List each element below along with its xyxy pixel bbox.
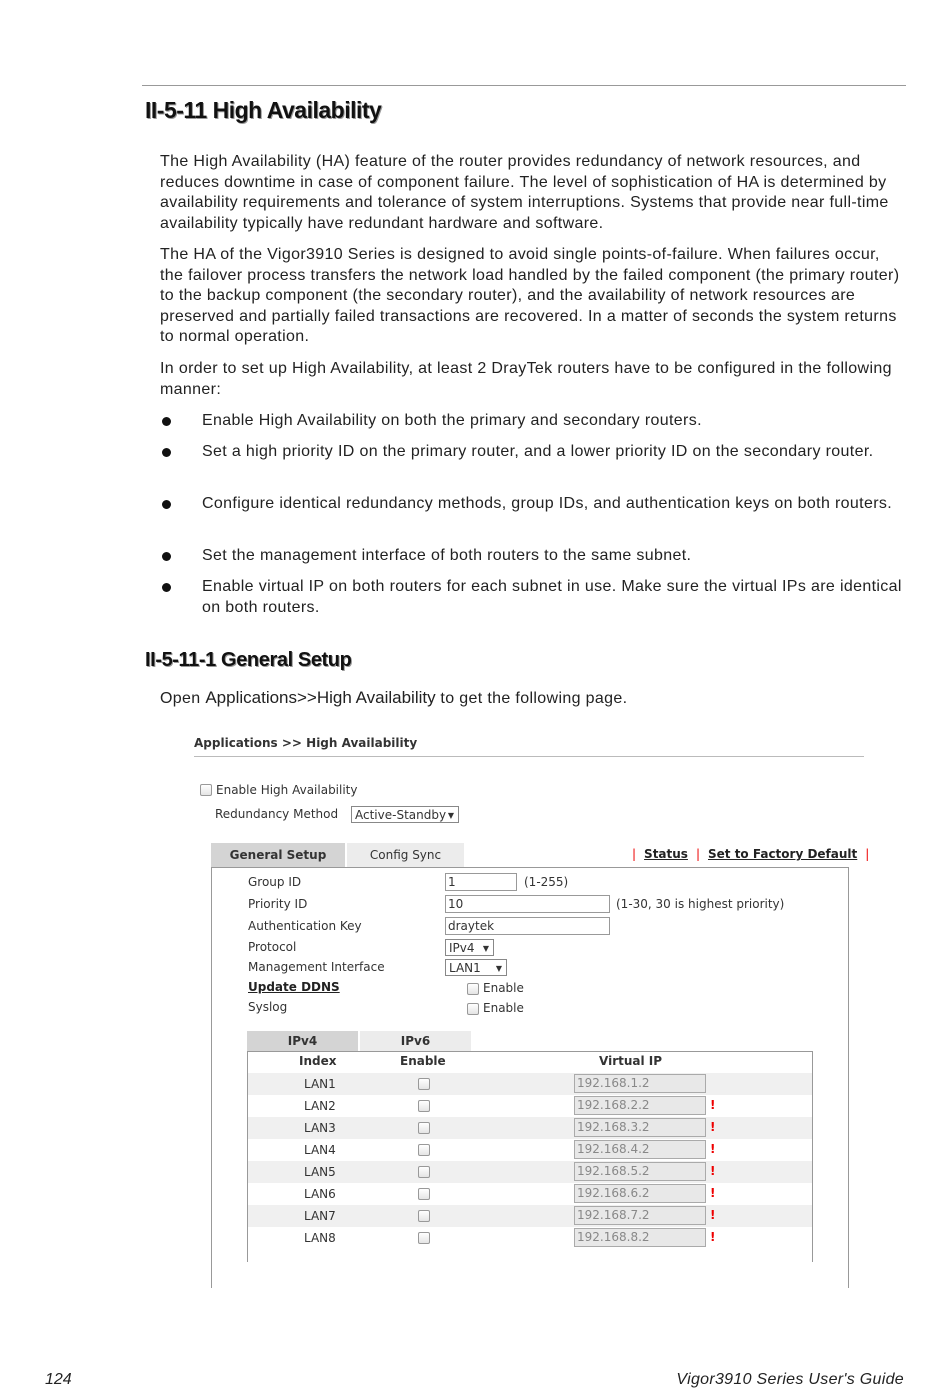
status-link[interactable]: Status xyxy=(644,847,688,861)
row-index: LAN4 xyxy=(304,1143,336,1157)
virtual-ip-input[interactable]: 192.168.8.2 xyxy=(574,1228,706,1247)
row-enable-checkbox[interactable] xyxy=(418,1100,430,1112)
column-header-enable: Enable xyxy=(400,1054,446,1068)
table-row xyxy=(248,1073,812,1095)
mgmt-interface-select[interactable] xyxy=(445,959,507,976)
warning-icon: ! xyxy=(710,1142,716,1156)
paragraph: In order to set up High Availability, at least 2 DrayTek routers have to be configured in the following manner: xyxy=(160,360,892,398)
menu-path: Applications>>High Availability xyxy=(205,688,436,707)
virtual-ip-input[interactable]: 192.168.1.2 xyxy=(574,1074,706,1093)
protocol-value: IPv4 xyxy=(449,941,475,955)
top-links xyxy=(624,847,877,861)
tab-ipv4[interactable]: IPv4 xyxy=(247,1031,358,1051)
priority-id-input[interactable]: 10 xyxy=(445,895,610,913)
table-row xyxy=(248,1117,812,1139)
list-item-text: Enable High Availability on both the primary and secondary routers. xyxy=(202,412,702,429)
priority-id-note: (1-30, 30 is highest priority) xyxy=(616,897,785,911)
row-index: LAN5 xyxy=(304,1165,336,1179)
row-enable-checkbox[interactable] xyxy=(418,1210,430,1222)
breadcrumb: Applications >> High Availability xyxy=(194,736,418,750)
virtual-ip-input[interactable]: 192.168.5.2 xyxy=(574,1162,706,1181)
instruction-prefix: Open xyxy=(160,690,206,707)
row-enable-checkbox[interactable] xyxy=(418,1166,430,1178)
ha-config-screenshot xyxy=(192,730,870,1257)
header-rule xyxy=(142,85,906,86)
syslog-enable-checkbox[interactable] xyxy=(467,1003,479,1015)
protocol-label: Protocol xyxy=(248,940,297,954)
row-enable-checkbox[interactable] xyxy=(418,1122,430,1134)
row-enable-checkbox[interactable] xyxy=(418,1078,430,1090)
virtual-ip-table xyxy=(247,1051,813,1262)
warning-icon: ! xyxy=(710,1164,716,1178)
bullet-icon xyxy=(162,583,171,592)
table-row xyxy=(248,1227,812,1249)
instruction-suffix: to get the following page. xyxy=(435,690,628,707)
instruction-line xyxy=(160,688,627,708)
table-row xyxy=(248,1205,812,1227)
syslog-enable-label: Enable xyxy=(483,1001,524,1015)
warning-icon: ! xyxy=(710,1120,716,1134)
priority-id-label: Priority ID xyxy=(248,897,308,911)
list-item-text: Configure identical redundancy methods, group IDs, and authentication keys on both routers. xyxy=(202,495,893,512)
redundancy-method-label: Redundancy Method xyxy=(215,807,339,821)
warning-icon: ! xyxy=(710,1098,716,1112)
paragraph: The HA of the Vigor3910 Series is designed to avoid single points-of-failure. When failures occur, the failover process transfers the network load handled by the failed component (the primary router) to the backup component (the secondary router), and the availability of network resources are preserved and partially failed transactions are recovered. In a matter of seconds the system returns to normal operation. xyxy=(160,246,900,345)
row-enable-checkbox[interactable] xyxy=(418,1144,430,1156)
section-title: II-5-11 High Availability xyxy=(145,97,382,123)
warning-icon: ! xyxy=(710,1230,716,1244)
paragraph: The High Availability (HA) feature of the router provides redundancy of network resources, and reduces downtime in case of component failure. The level of sophistication of HA is determined by availability requirements and tolerance of system interruptions. Systems that provide near full-time availability typically have redundant hardware and software. xyxy=(160,153,889,232)
tab-general-setup[interactable]: General Setup xyxy=(211,843,345,867)
row-index: LAN3 xyxy=(304,1121,336,1135)
tab-config-sync[interactable]: Config Sync xyxy=(347,843,464,867)
warning-icon: ! xyxy=(710,1208,716,1222)
bullet-icon xyxy=(162,500,171,509)
factory-default-link[interactable]: Set to Factory Default xyxy=(708,847,858,861)
list-item-text: Set a high priority ID on the primary router, and a lower priority ID on the secondary router. xyxy=(202,443,874,460)
warning-icon: ! xyxy=(710,1186,716,1200)
table-row xyxy=(248,1161,812,1183)
table-row xyxy=(248,1139,812,1161)
syslog-label: Syslog xyxy=(248,1000,288,1014)
table-row xyxy=(248,1183,812,1205)
dropdown-arrow-icon: ▼ xyxy=(447,811,454,820)
list-item-text: Enable virtual IP on both routers for each subnet in use. Make sure the virtual IPs are identical on both routers. xyxy=(202,578,902,616)
protocol-select[interactable] xyxy=(445,939,494,956)
mgmt-interface-label: Management Interface xyxy=(248,960,385,974)
virtual-ip-input[interactable]: 192.168.4.2 xyxy=(574,1140,706,1159)
group-id-input[interactable]: 1 xyxy=(445,873,517,891)
bullet-icon xyxy=(162,417,171,426)
ddns-enable-label: Enable xyxy=(483,981,524,995)
separator: | xyxy=(632,847,637,861)
guide-title: Vigor3910 Series User's Guide xyxy=(676,1371,904,1388)
group-id-note: (1-255) xyxy=(524,875,569,889)
ddns-enable-checkbox[interactable] xyxy=(467,983,479,995)
row-enable-checkbox[interactable] xyxy=(418,1188,430,1200)
row-index: LAN2 xyxy=(304,1099,336,1113)
page-number: 124 xyxy=(45,1371,72,1388)
separator: | xyxy=(695,847,700,861)
redundancy-method-select[interactable] xyxy=(351,806,459,823)
update-ddns-link[interactable]: Update DDNS xyxy=(248,980,340,994)
row-index: LAN1 xyxy=(304,1077,336,1091)
virtual-ip-input[interactable]: 192.168.2.2 xyxy=(574,1096,706,1115)
breadcrumb-divider xyxy=(194,756,864,757)
group-id-label: Group ID xyxy=(248,875,302,889)
mgmt-interface-value: LAN1 xyxy=(449,961,481,975)
column-header-index: Index xyxy=(299,1054,337,1068)
auth-key-input[interactable]: draytek xyxy=(445,917,610,935)
table-row xyxy=(248,1095,812,1117)
syslog-enable-row xyxy=(467,1001,524,1015)
row-enable-checkbox[interactable] xyxy=(418,1232,430,1244)
bullet-icon xyxy=(162,448,171,457)
list-item-text: Set the management interface of both routers to the same subnet. xyxy=(202,547,692,564)
ddns-enable-row xyxy=(467,981,524,995)
dropdown-arrow-icon: ▼ xyxy=(495,964,502,973)
virtual-ip-input[interactable]: 192.168.7.2 xyxy=(574,1206,706,1225)
virtual-ip-input[interactable]: 192.168.6.2 xyxy=(574,1184,706,1203)
enable-ha-checkbox[interactable] xyxy=(200,784,212,796)
bullet-icon xyxy=(162,552,171,561)
row-index: LAN7 xyxy=(304,1209,336,1223)
redundancy-method-value: Active-Standby xyxy=(355,808,447,822)
column-header-virtual-ip: Virtual IP xyxy=(599,1054,663,1068)
row-index: LAN8 xyxy=(304,1231,336,1245)
separator: | xyxy=(865,847,870,861)
subsection-title: II-5-11-1 General Setup xyxy=(145,649,352,671)
dropdown-arrow-icon: ▼ xyxy=(482,944,489,953)
virtual-ip-input[interactable]: 192.168.3.2 xyxy=(574,1118,706,1137)
auth-key-label: Authentication Key xyxy=(248,919,362,933)
row-index: LAN6 xyxy=(304,1187,336,1201)
tab-ipv6[interactable]: IPv6 xyxy=(360,1031,471,1051)
enable-ha-label: Enable High Availability xyxy=(216,783,358,797)
